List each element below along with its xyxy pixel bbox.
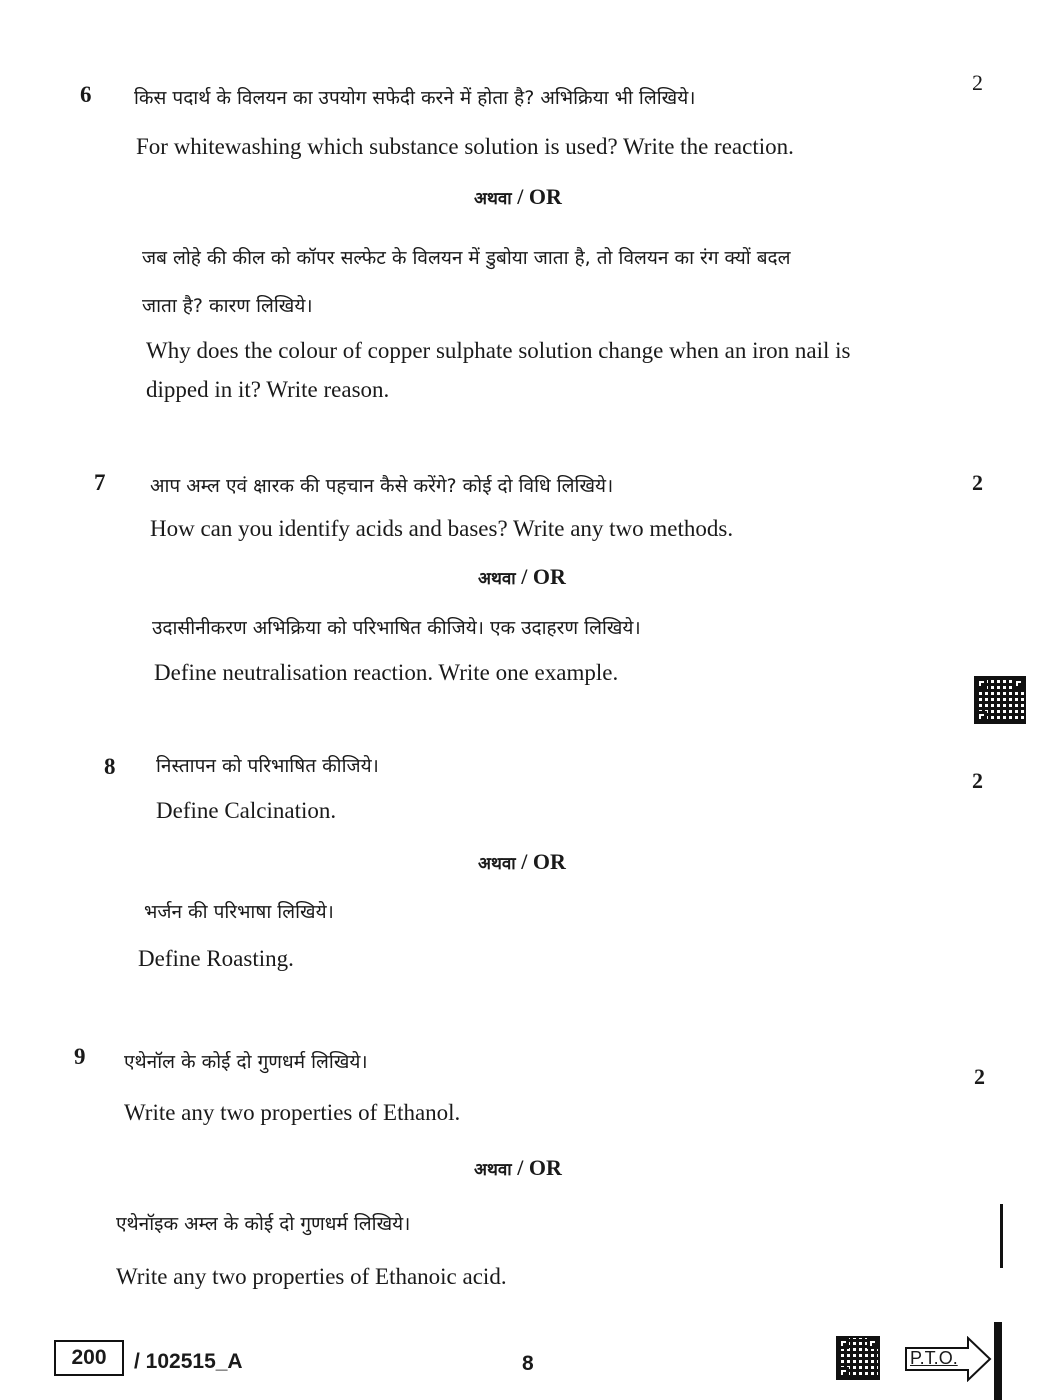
question-number: 9 bbox=[74, 1044, 86, 1069]
or-label-hindi: अथवा bbox=[478, 854, 516, 874]
or-label-hindi: अथवा bbox=[478, 569, 516, 589]
question-number: 8 bbox=[104, 754, 116, 779]
margin-line bbox=[1000, 1204, 1003, 1268]
qr-code-icon bbox=[976, 678, 1024, 722]
question-number: 7 bbox=[94, 470, 106, 495]
or-separator bbox=[474, 184, 562, 210]
question-marks: 2 bbox=[972, 70, 983, 95]
alternate-question-hindi-line-2: जाता है? कारण लिखिये। bbox=[142, 295, 313, 317]
page-number: 8 bbox=[522, 1352, 534, 1375]
question-text-english: Write any two properties of Ethanol. bbox=[124, 1100, 461, 1125]
question-text-english: How can you identify acids and bases? Write any two methods. bbox=[150, 516, 734, 541]
or-label-english: / OR bbox=[517, 184, 562, 209]
pto-label: P.T.O. bbox=[910, 1348, 958, 1368]
question-text-english: Define Calcination. bbox=[156, 798, 337, 823]
or-label-english: / OR bbox=[521, 849, 566, 874]
or-label-english: / OR bbox=[517, 1155, 562, 1180]
alternate-question-english: Write any two properties of Ethanoic acid. bbox=[116, 1264, 507, 1289]
or-separator bbox=[478, 564, 566, 590]
paper-code-box: 200 bbox=[54, 1340, 124, 1376]
question-text-hindi: किस पदार्थ के विलयन का उपयोग सफेदी करने में होता है? अभिक्रिया भी लिखिये। bbox=[134, 87, 696, 109]
alternate-question-english-line-1: Why does the colour of copper sulphate solution change when an iron nail is bbox=[146, 338, 851, 363]
question-text-hindi: निस्तापन को परिभाषित कीजिये। bbox=[156, 755, 379, 777]
alternate-question-hindi-line-1: जब लोहे की कील को कॉपर सल्फेट के विलयन में डुबोया जाता है, तो विलयन का रंग क्यों बदल bbox=[142, 247, 791, 269]
alternate-question-english-line-2: dipped in it? Write reason. bbox=[146, 377, 390, 402]
question-text-hindi: आप अम्ल एवं क्षारक की पहचान कैसे करेंगे? कोई दो विधि लिखिये। bbox=[150, 475, 614, 497]
or-label-hindi: अथवा bbox=[474, 189, 512, 209]
alternate-question-hindi: भर्जन की परिभाषा लिखिये। bbox=[144, 901, 334, 923]
paper-code: / 102515_A bbox=[134, 1350, 243, 1373]
footer-qr-code-icon bbox=[838, 1338, 878, 1378]
page-edge-bar bbox=[994, 1322, 1002, 1400]
or-label-hindi: अथवा bbox=[474, 1160, 512, 1180]
question-marks: 2 bbox=[972, 768, 983, 793]
question-text-hindi: एथेनॉल के कोई दो गुणधर्म लिखिये। bbox=[124, 1051, 368, 1073]
question-text-english: For whitewashing which substance solution is used? Write the reaction. bbox=[136, 134, 794, 159]
question-number: 6 bbox=[80, 82, 92, 107]
alternate-question-hindi: एथेनॉइक अम्ल के कोई दो गुणधर्म लिखिये। bbox=[116, 1213, 411, 1235]
or-label-english: / OR bbox=[521, 564, 566, 589]
question-marks: 2 bbox=[972, 470, 983, 495]
question-marks: 2 bbox=[974, 1064, 985, 1089]
or-separator bbox=[478, 849, 566, 875]
alternate-question-english: Define neutralisation reaction. Write one example. bbox=[154, 660, 619, 685]
alternate-question-hindi: उदासीनीकरण अभिक्रिया को परिभाषित कीजिये। एक उदाहरण लिखिये। bbox=[152, 617, 641, 639]
or-separator bbox=[474, 1155, 562, 1181]
alternate-question-english: Define Roasting. bbox=[138, 946, 294, 971]
pto-indicator bbox=[904, 1336, 994, 1382]
